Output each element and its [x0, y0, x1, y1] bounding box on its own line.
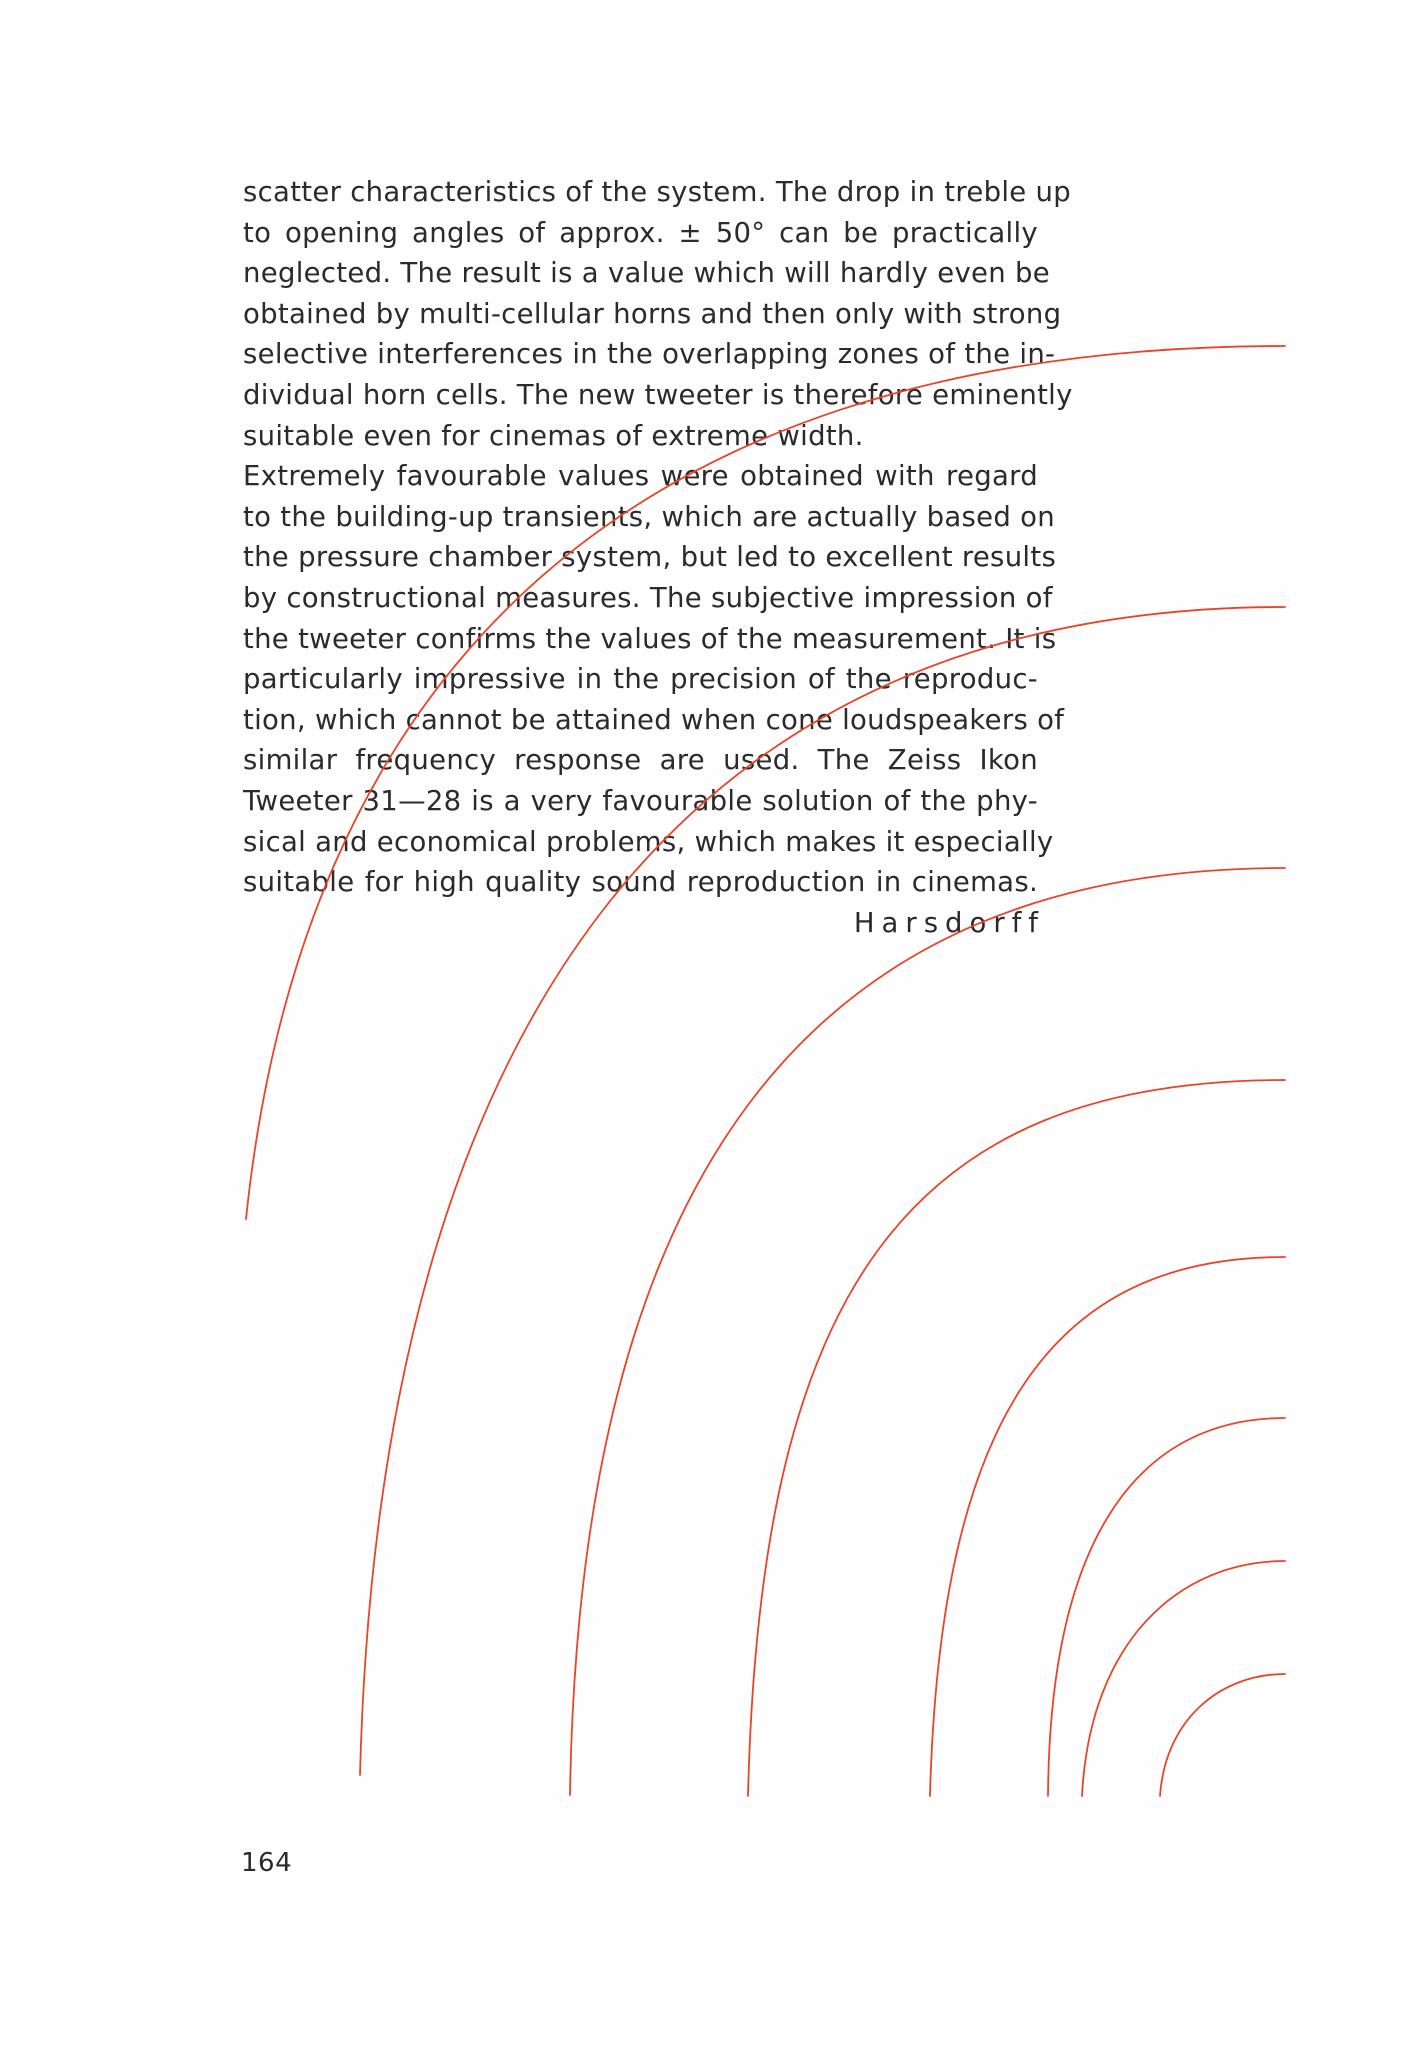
sound-wave-arc [748, 1080, 1285, 1796]
text-line: particularly impressive in the precision of the reproduc- [243, 663, 1038, 696]
sound-wave-arc [1160, 1674, 1285, 1796]
page-number: 164 [241, 1848, 293, 1878]
text-line: the tweeter confirms the values of the measurement. It is [243, 622, 1057, 655]
author-signature: Harsdorff [853, 906, 1045, 939]
text-line: Extremely favourable values were obtained with regard [243, 460, 1038, 493]
text-line: to opening angles of approx. ± 50° can be practically [243, 216, 1038, 249]
text-line: neglected. The result is a value which will hardly even be [243, 257, 1050, 290]
text-line: sical and economical problems, which makes it especially [243, 825, 1054, 858]
text-line: Tweeter 31—28 is a very favourable solution of the phy- [243, 784, 1038, 817]
sound-wave-arc [930, 1257, 1285, 1796]
sound-wave-arc [1082, 1561, 1285, 1796]
sound-wave-arc [570, 868, 1285, 1795]
text-line: tion, which cannot be attained when cone loudspeakers of [243, 703, 1065, 736]
text-line: suitable even for cinemas of extreme width. [243, 419, 864, 452]
text-line: similar frequency response are used. The Zeiss Ikon [243, 744, 1038, 777]
text-line: the pressure chamber system, but led to excellent results [243, 541, 1057, 574]
sound-wave-arc [1048, 1418, 1285, 1796]
text-line: selective interferences in the overlapping zones of the in- [243, 338, 1056, 371]
text-line: by constructional measures. The subjective impression of [243, 581, 1053, 614]
text-line: dividual horn cells. The new tweeter is therefore eminently [243, 378, 1073, 411]
text-line: scatter characteristics of the system. The drop in treble up [243, 176, 1072, 208]
text-line: suitable for high quality sound reproduction in cinemas. [243, 866, 1038, 899]
body-text [243, 172, 1073, 943]
text-line: obtained by multi-cellular horns and then only with strong [243, 297, 1062, 330]
text-line: to the building-up transients, which are actually based on [243, 500, 1055, 533]
